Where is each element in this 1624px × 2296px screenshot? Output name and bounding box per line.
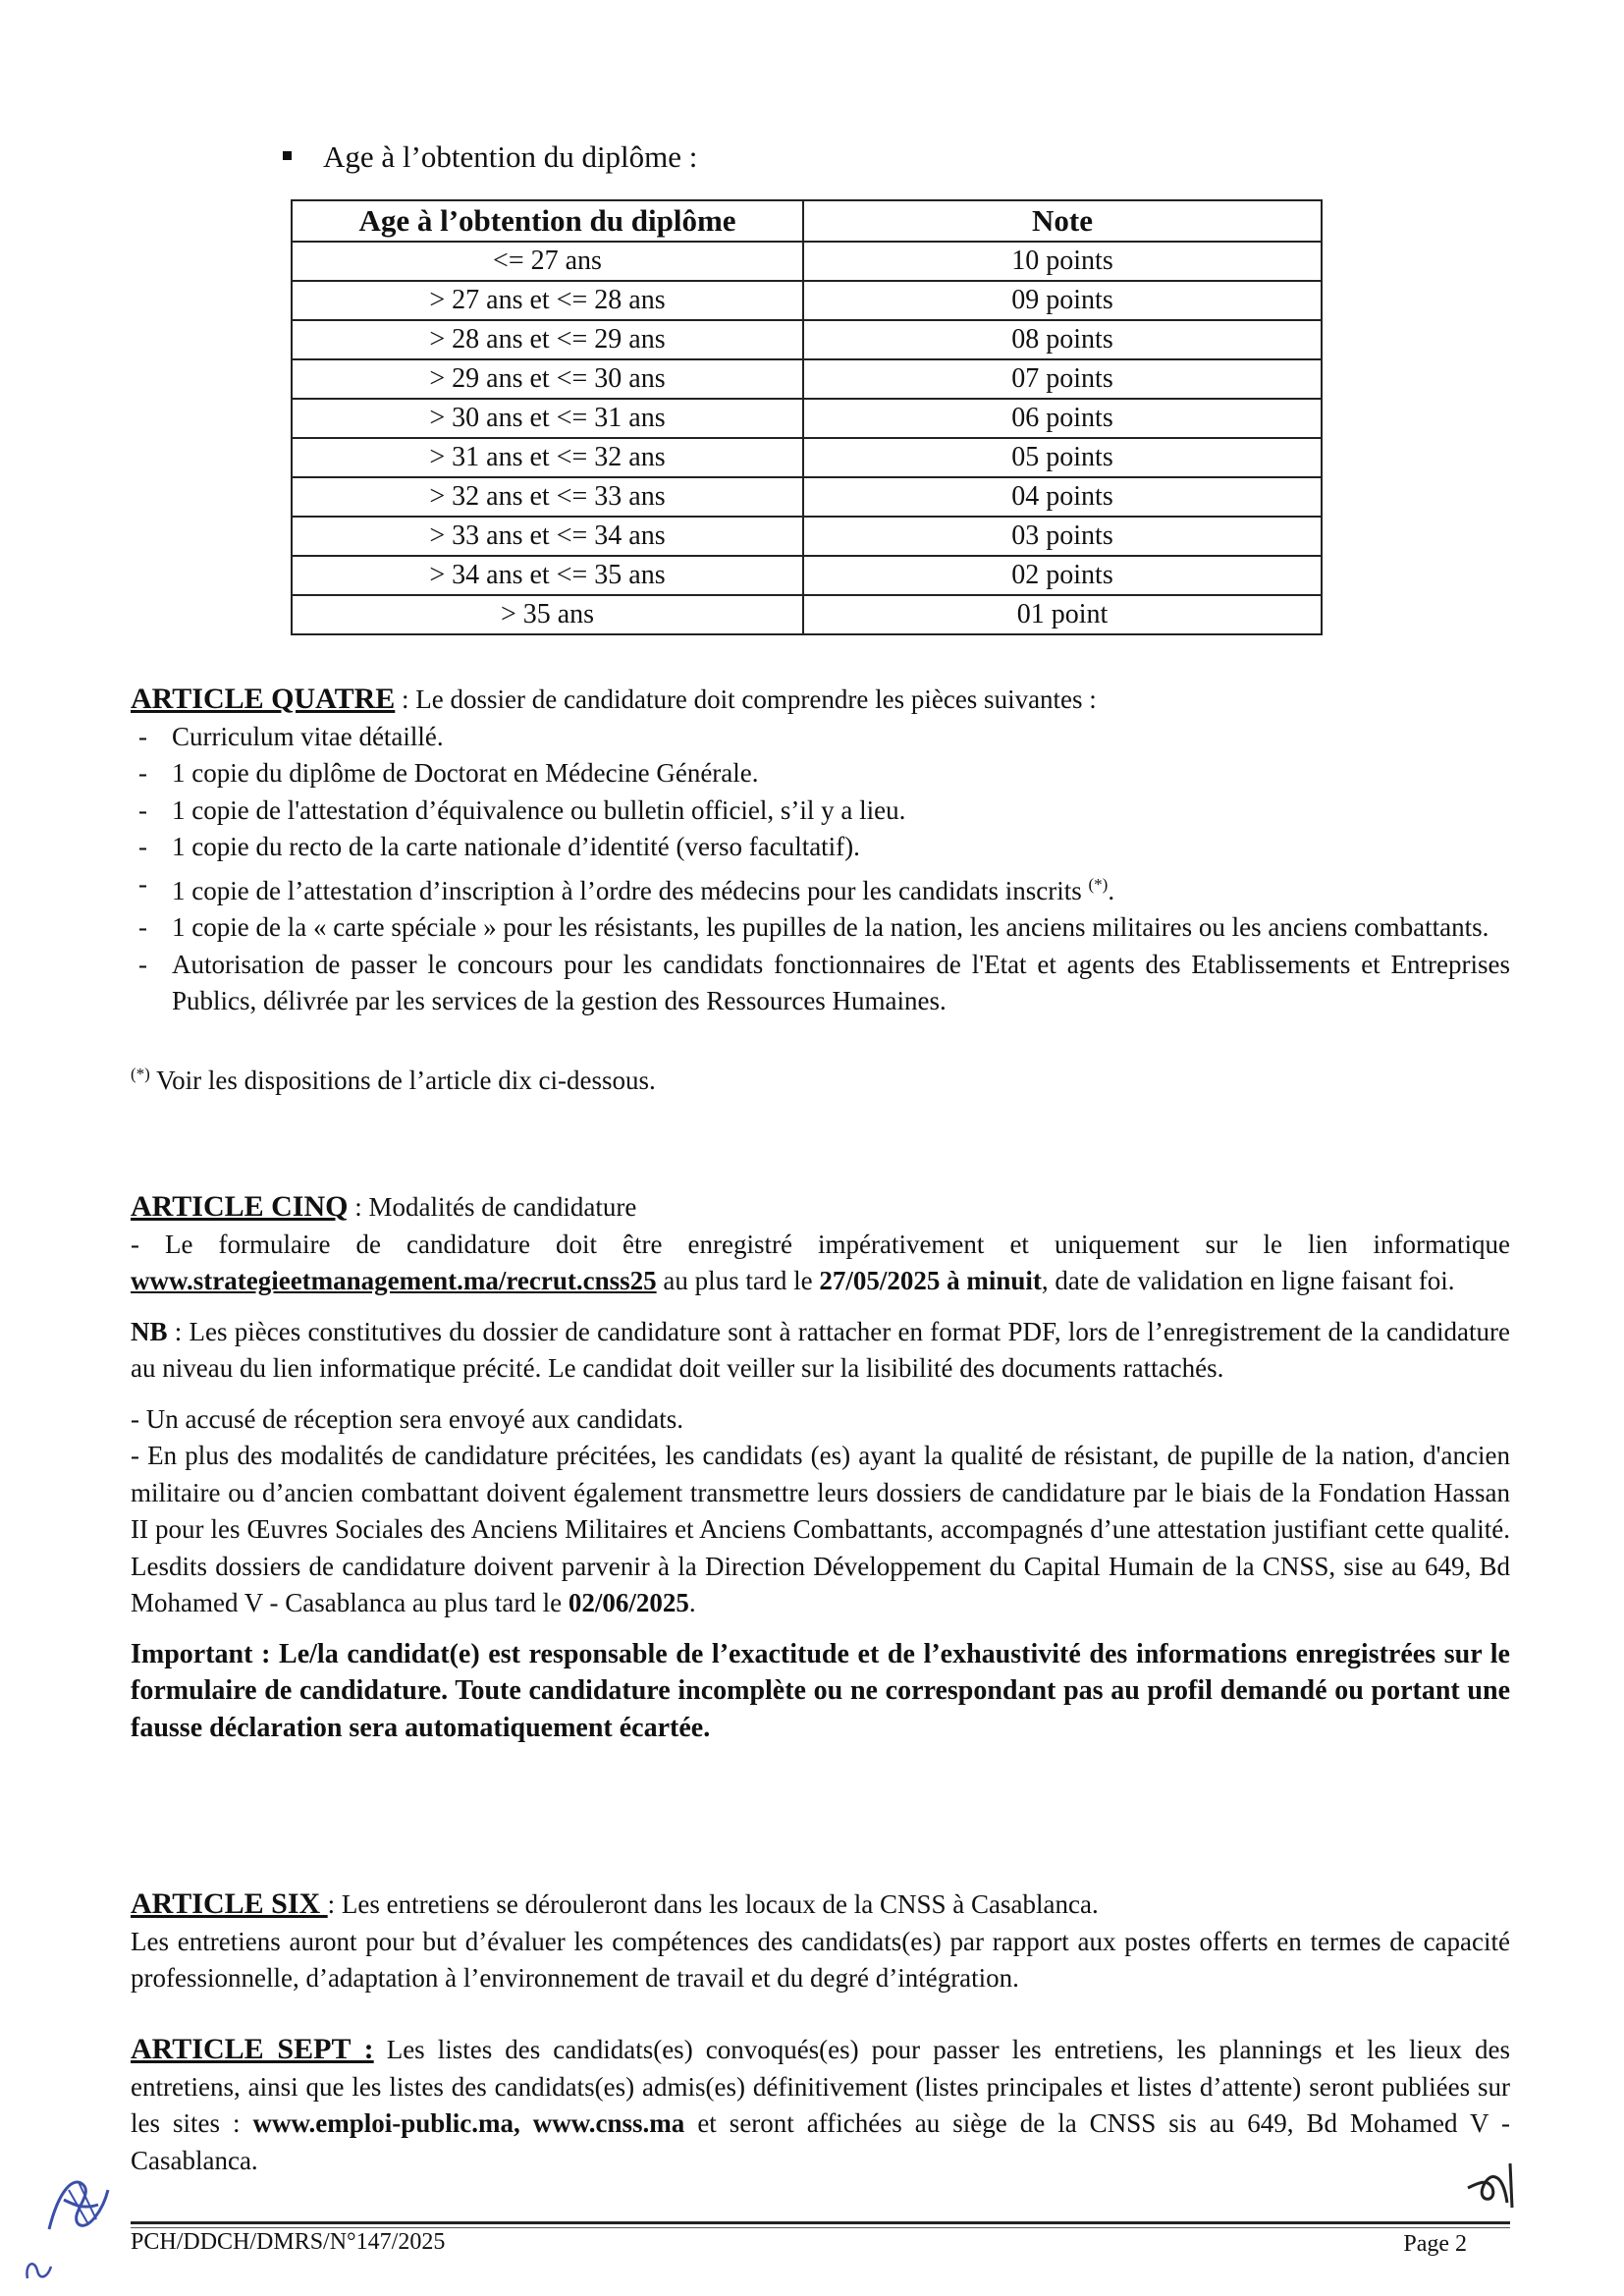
age-cell: > 27 ans et <= 28 ans xyxy=(292,281,803,320)
article-four-title: ARTICLE QUATRE xyxy=(131,683,396,715)
table-row xyxy=(292,438,1322,477)
table-row xyxy=(292,242,1322,281)
nb-paragraph: NB : Les pièces constitutives du dossier de candidature sont à rattacher en format PDF, lors de l’enregistrement de la candidature au niveau du lien informatique précité. Le candidat doit veiller sur la lisibilité des documents rattachés. xyxy=(131,1316,1510,1383)
list-item: - 1 copie de l’attestation d’inscription à l’ordre des médecins pour les candidats inscrits (*). xyxy=(131,866,1510,910)
square-bullet-icon xyxy=(283,151,292,160)
list-item: - 1 copie de l'attestation d’équivalence ou bulletin officiel, s’il y a lieu. xyxy=(131,793,1510,830)
receipt-paragraph: - Un accusé de réception sera envoyé aux candidats. xyxy=(131,1403,683,1434)
article-five-paragraph: - Le formulaire de candidature doit être enregistré impérativement et uniquement sur le lien informatique www.strategieetmanagement.ma/recrut.cnss25 au plus tard le 27/05/2025 à minuit, date de validation en ligne faisant foi. xyxy=(131,1229,1510,1295)
note-cell: 10 points xyxy=(803,242,1322,281)
note-cell: 02 points xyxy=(803,556,1322,595)
table-row xyxy=(292,281,1322,320)
article-seven-title: ARTICLE SEPT : xyxy=(131,2033,374,2065)
article-seven-paragraph: ARTICLE SEPT : Les listes des candidats(es) convoqués(es) pour passer les entretiens, les plannings et les lieux des entretiens, ainsi que les listes des candidats(es) admis(es) définitivement (listes principales et listes d’attente) seront publiées sur les sites : www.emploi-public.ma, www.cnss.ma et seront affichées au siège de la CNSS sis au 649, Bd Mohamed V - Casablanca. xyxy=(131,2033,1511,2175)
table-row xyxy=(292,359,1322,399)
initials-signature-icon xyxy=(39,2170,118,2239)
list-item: - 1 copie du diplôme de Doctorat en Médecine Générale. xyxy=(131,755,1510,793)
page-number: Page 2 xyxy=(1403,2231,1467,2257)
table-row xyxy=(292,477,1322,517)
list-item: - Curriculum vitae détaillé. xyxy=(131,719,1510,756)
age-cell: > 30 ans et <= 31 ans xyxy=(292,399,803,438)
article-seven xyxy=(131,2031,1510,2179)
age-cell: > 32 ans et <= 33 ans xyxy=(292,477,803,517)
table-header-row xyxy=(292,200,1322,242)
article-four xyxy=(131,681,1510,1099)
age-cell: > 29 ans et <= 30 ans xyxy=(292,359,803,399)
article-four-intro: ARTICLE QUATRE : Le dossier de candidature doit comprendre les pièces suivantes : xyxy=(131,683,1097,715)
article-six-paragraph: Les entretiens auront pour but d’évaluer les compétences des candidats(es) par rapport aux postes offerts en termes de capacité professionnelle, d’adaptation à l’environnement de travail et du degré d’intégration. xyxy=(131,1926,1510,1993)
note-cell: 01 point xyxy=(803,595,1322,634)
note-cell: 04 points xyxy=(803,477,1322,517)
document-reference: PCH/DDCH/DMRS/N°147/2025 xyxy=(131,2229,446,2255)
table-row xyxy=(292,320,1322,359)
note-cell: 05 points xyxy=(803,438,1322,477)
age-cell: > 33 ans et <= 34 ans xyxy=(292,517,803,556)
note-cell: 09 points xyxy=(803,281,1322,320)
age-cell: > 35 ans xyxy=(292,595,803,634)
initials-mark-icon xyxy=(20,2249,59,2288)
list-item: - 1 copie de la « carte spéciale » pour les résistants, les pupilles de la nation, les anciens militaires ou les anciens combattants. xyxy=(131,909,1510,947)
required-documents-list xyxy=(131,719,1510,1020)
age-cell: > 34 ans et <= 35 ans xyxy=(292,556,803,595)
age-section-heading xyxy=(283,139,697,175)
table-row xyxy=(292,399,1322,438)
table-header-note: Note xyxy=(803,200,1322,242)
article-five xyxy=(131,1188,1510,1746)
handwritten-signature-icon xyxy=(1463,2159,1522,2213)
age-cell: <= 27 ans xyxy=(292,242,803,281)
veterans-paragraph: - En plus des modalités de candidature précitées, les candidats (es) ayant la qualité de résistant, de pupille de la nation, d'ancien militaire ou d’ancien combattant doivent également transmettre leurs dossiers de candidature par le biais de la Fondation Hassan II pour les Œuvres Sociales des Anciens Militaires et Anciens Combattants, accompagnés d’une attestation justifiant cette qualité. Lesdits dossiers de candidature doivent parvenir à la Direction Développement du Capital Humain de la CNSS, sise au 649, Bd Mohamed V - Casablanca au plus tard le 02/06/2025. xyxy=(131,1441,1510,1617)
publication-sites: www.emploi-public.ma, www.cnss.ma xyxy=(252,2108,685,2138)
note-cell: 08 points xyxy=(803,320,1322,359)
application-link[interactable]: www.strategieetmanagement.ma/recrut.cnss25 xyxy=(131,1266,657,1295)
important-notice: Important : Le/la candidat(e) est responsable de l’exactitude et de l’exhaustivité des informations enregistrées sur le formulaire de candidature. Toute candidature incomplète ou ne correspondant pas au profil demandé ou portant une fausse déclaration sera automatiquement écartée. xyxy=(131,1638,1510,1743)
footnote: (*) Voir les dispositions de l’article dix ci-dessous. xyxy=(131,1064,656,1095)
article-six-title: ARTICLE SIX xyxy=(131,1887,328,1920)
deadline-date: 27/05/2025 à minuit xyxy=(819,1266,1042,1295)
note-cell: 06 points xyxy=(803,399,1322,438)
footer-divider-thin xyxy=(131,2227,1510,2228)
table-row xyxy=(292,517,1322,556)
note-cell: 03 points xyxy=(803,517,1322,556)
list-item: - Autorisation de passer le concours pour les candidats fonctionnaires de l'Etat et agents des Etablissements et Entreprises Publics, délivrée par les services de la gestion des Ressources Humaines. xyxy=(131,947,1510,1020)
article-five-title: ARTICLE CINQ xyxy=(131,1190,349,1223)
article-six-line: ARTICLE SIX : Les entretiens se dérouleront dans les locaux de la CNSS à Casablanca. xyxy=(131,1887,1099,1920)
table-header-age: Age à l’obtention du diplôme xyxy=(292,200,803,242)
table-row xyxy=(292,595,1322,634)
article-five-subtitle: ARTICLE CINQ : Modalités de candidature xyxy=(131,1190,637,1223)
note-cell: 07 points xyxy=(803,359,1322,399)
age-cell: > 31 ans et <= 32 ans xyxy=(292,438,803,477)
table-row xyxy=(292,556,1322,595)
footnote-mark: (*) xyxy=(1088,874,1109,894)
footer-divider xyxy=(131,2221,1510,2224)
article-six xyxy=(131,1886,1510,1997)
list-item: - 1 copie du recto de la carte nationale d’identité (verso facultatif). xyxy=(131,829,1510,866)
age-score-table xyxy=(291,199,1323,635)
age-heading-text: Age à l’obtention du diplôme : xyxy=(323,139,698,174)
age-cell: > 28 ans et <= 29 ans xyxy=(292,320,803,359)
